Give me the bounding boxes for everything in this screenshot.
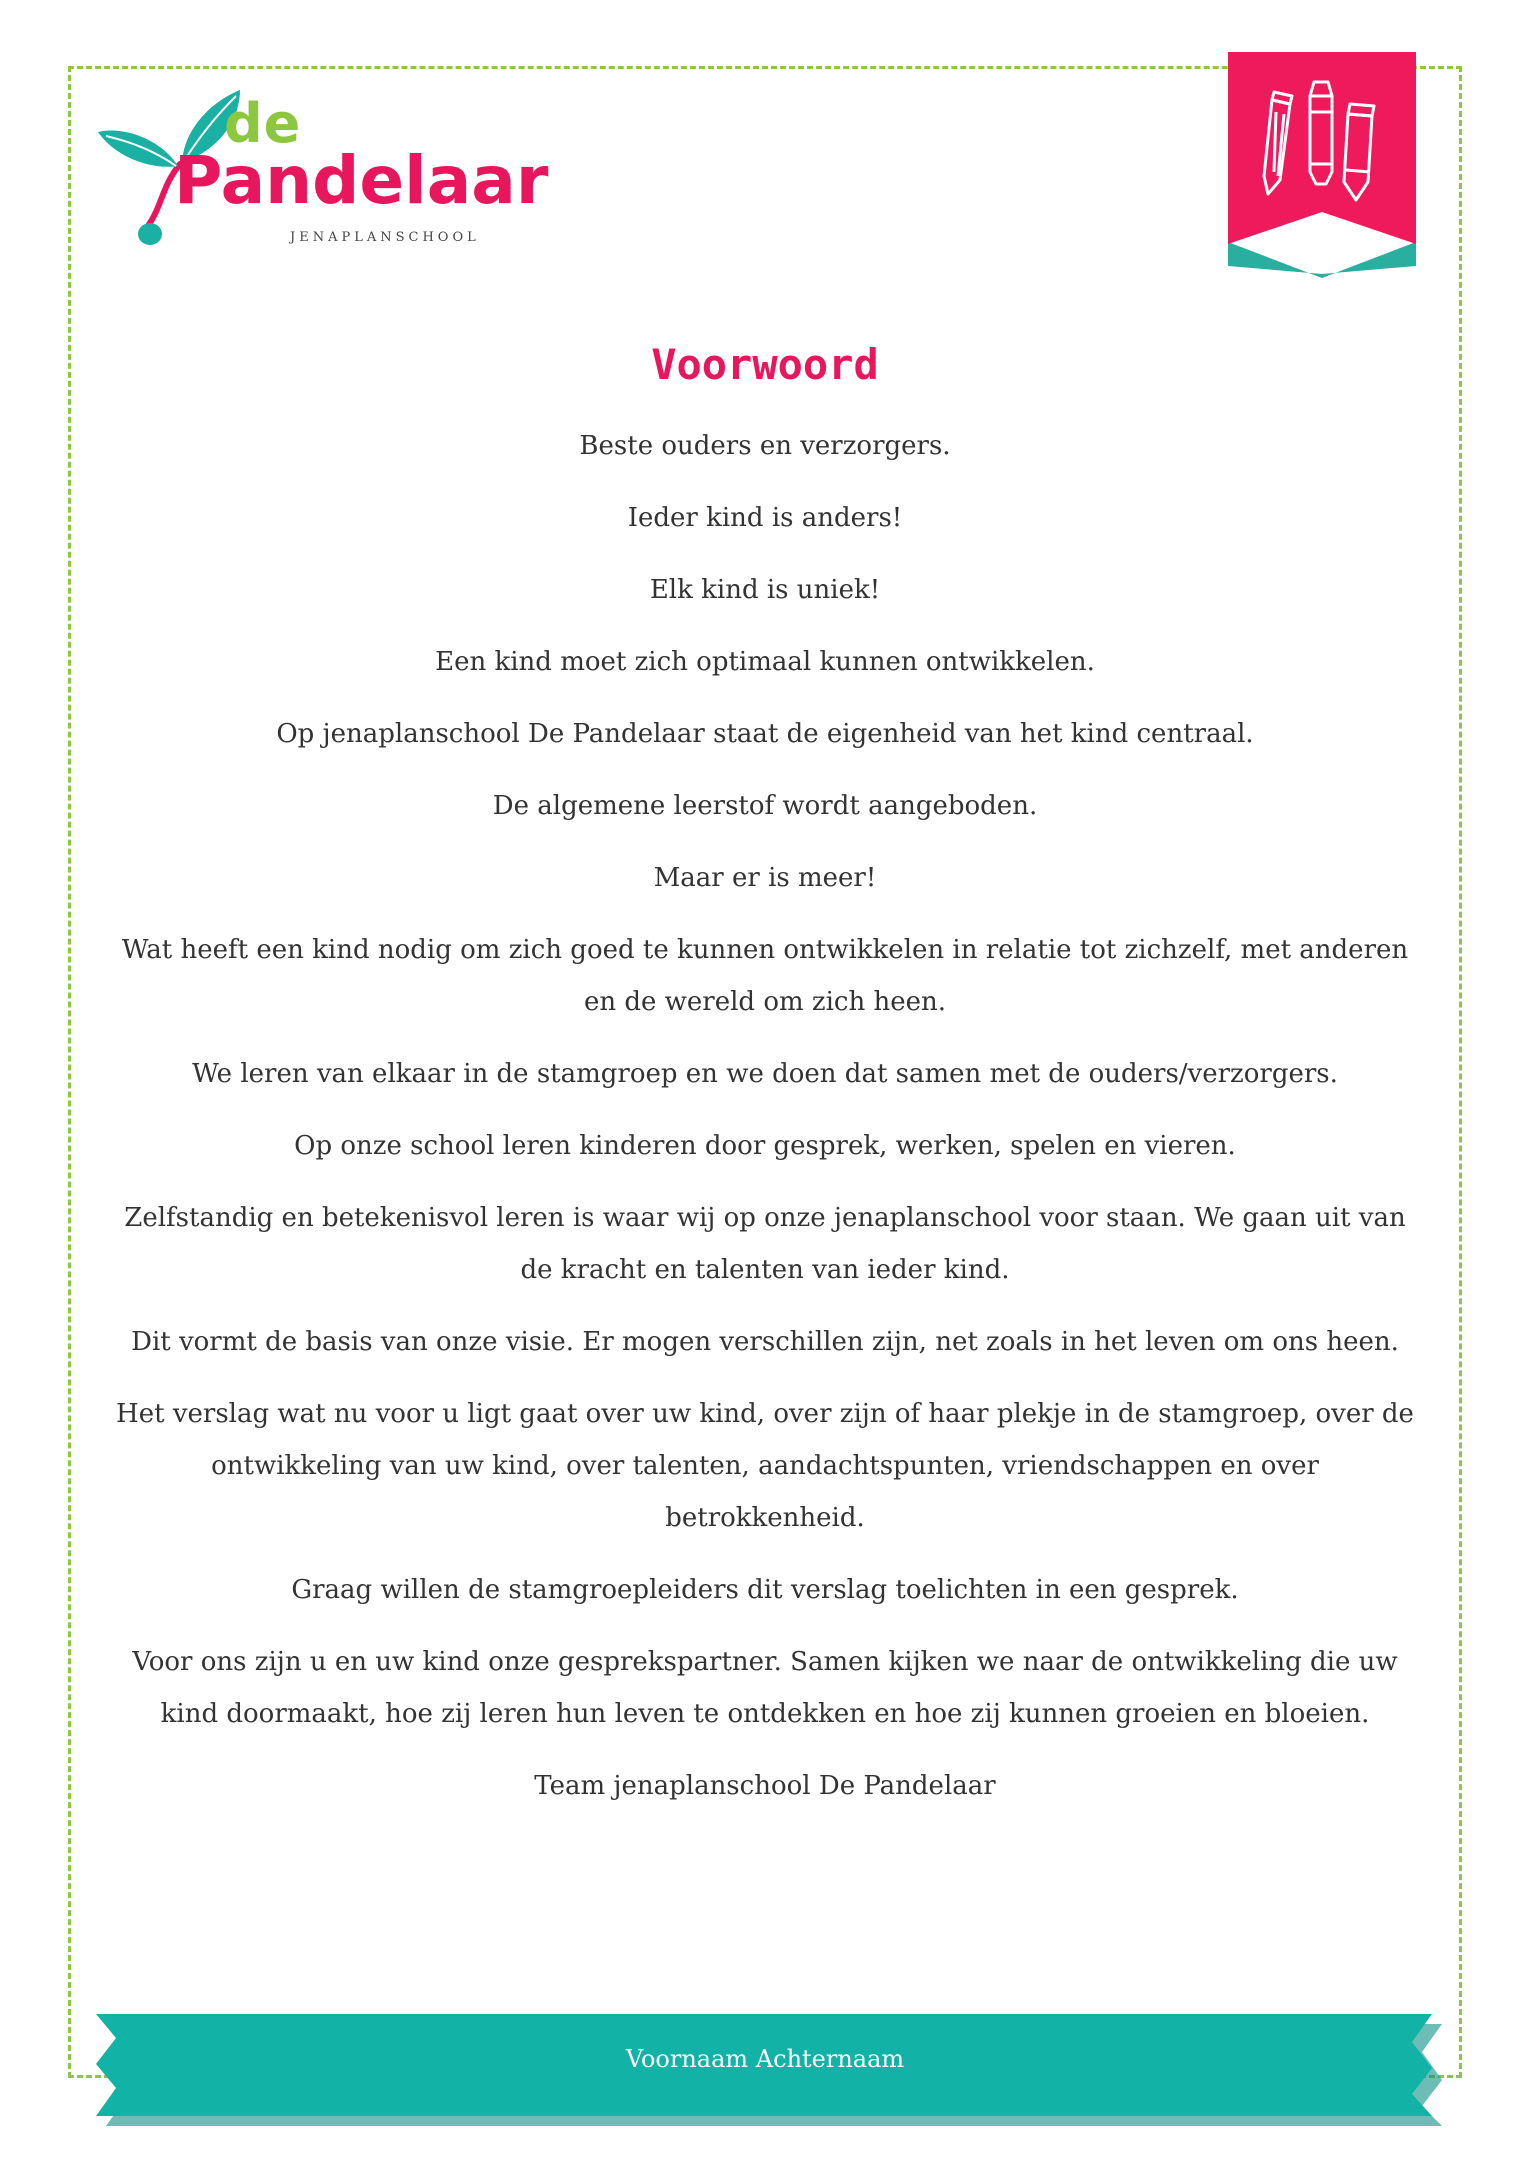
school-logo — [92, 86, 549, 256]
page-title: Voorwoord — [651, 340, 879, 389]
paragraph: Op onze school leren kinderen door gesprek, werken, spelen en vieren. — [294, 1131, 1236, 1161]
paragraph: Voor ons zijn u en uw kind onze gesprekspartner. Samen kijken we naar de ontwikkeling die uw kind doormaakt, hoe zij leren hun leven te ontdekken en hoe zij kunnen groeien en bloeien. — [132, 1647, 1398, 1729]
paragraph: Het verslag wat nu voor u ligt gaat over uw kind, over zijn of haar plekje in de stamgroep, over de ontwikkeling van uw kind, over talenten, aandachtspunten, vriendschappen en over betrokkenheid. — [116, 1399, 1414, 1533]
student-name: Voornaam Achternaam — [625, 2045, 905, 2073]
paragraph: Dit vormt de basis van onze visie. Er mogen verschillen zijn, net zoals in het leven om ons heen. — [131, 1327, 1399, 1357]
paragraph: Zelfstandig en betekenisvol leren is waar wij op onze jenaplanschool voor staan. We gaan uit van de kracht en talenten van ieder kind. — [124, 1203, 1406, 1285]
paragraph: Wat heeft een kind nodig om zich goed te kunnen ontwikkelen in relatie tot zichzelf, met anderen en de wereld om zich heen. — [121, 935, 1409, 1017]
paragraph: Beste ouders en verzorgers. — [579, 431, 951, 461]
logo-subtitle: JENAPLANSCHOOL — [290, 230, 480, 245]
signature-line: Team jenaplanschool De Pandelaar — [534, 1771, 996, 1801]
paragraph: We leren van elkaar in de stamgroep en we doen dat samen met de ouders/verzorgers. — [192, 1059, 1338, 1089]
logo-prefix: de — [224, 92, 302, 155]
paragraph: Ieder kind is anders! — [627, 503, 903, 533]
foreword-body — [112, 420, 1418, 1832]
paragraph: Maar er is meer! — [653, 863, 877, 893]
paragraph: Een kind moet zich optimaal kunnen ontwikkelen. — [435, 647, 1095, 677]
paragraph: De algemene leerstof wordt aangeboden. — [492, 791, 1038, 821]
paragraph: Op jenaplanschool De Pandelaar staat de eigenheid van het kind centraal. — [276, 719, 1254, 749]
paragraph: Graag willen de stamgroepleiders dit verslag toelichten in een gesprek. — [291, 1575, 1239, 1605]
bookmark-ribbon — [1228, 52, 1416, 278]
logo-name: Pandelaar — [174, 142, 549, 219]
paragraph: Elk kind is uniek! — [649, 575, 881, 605]
